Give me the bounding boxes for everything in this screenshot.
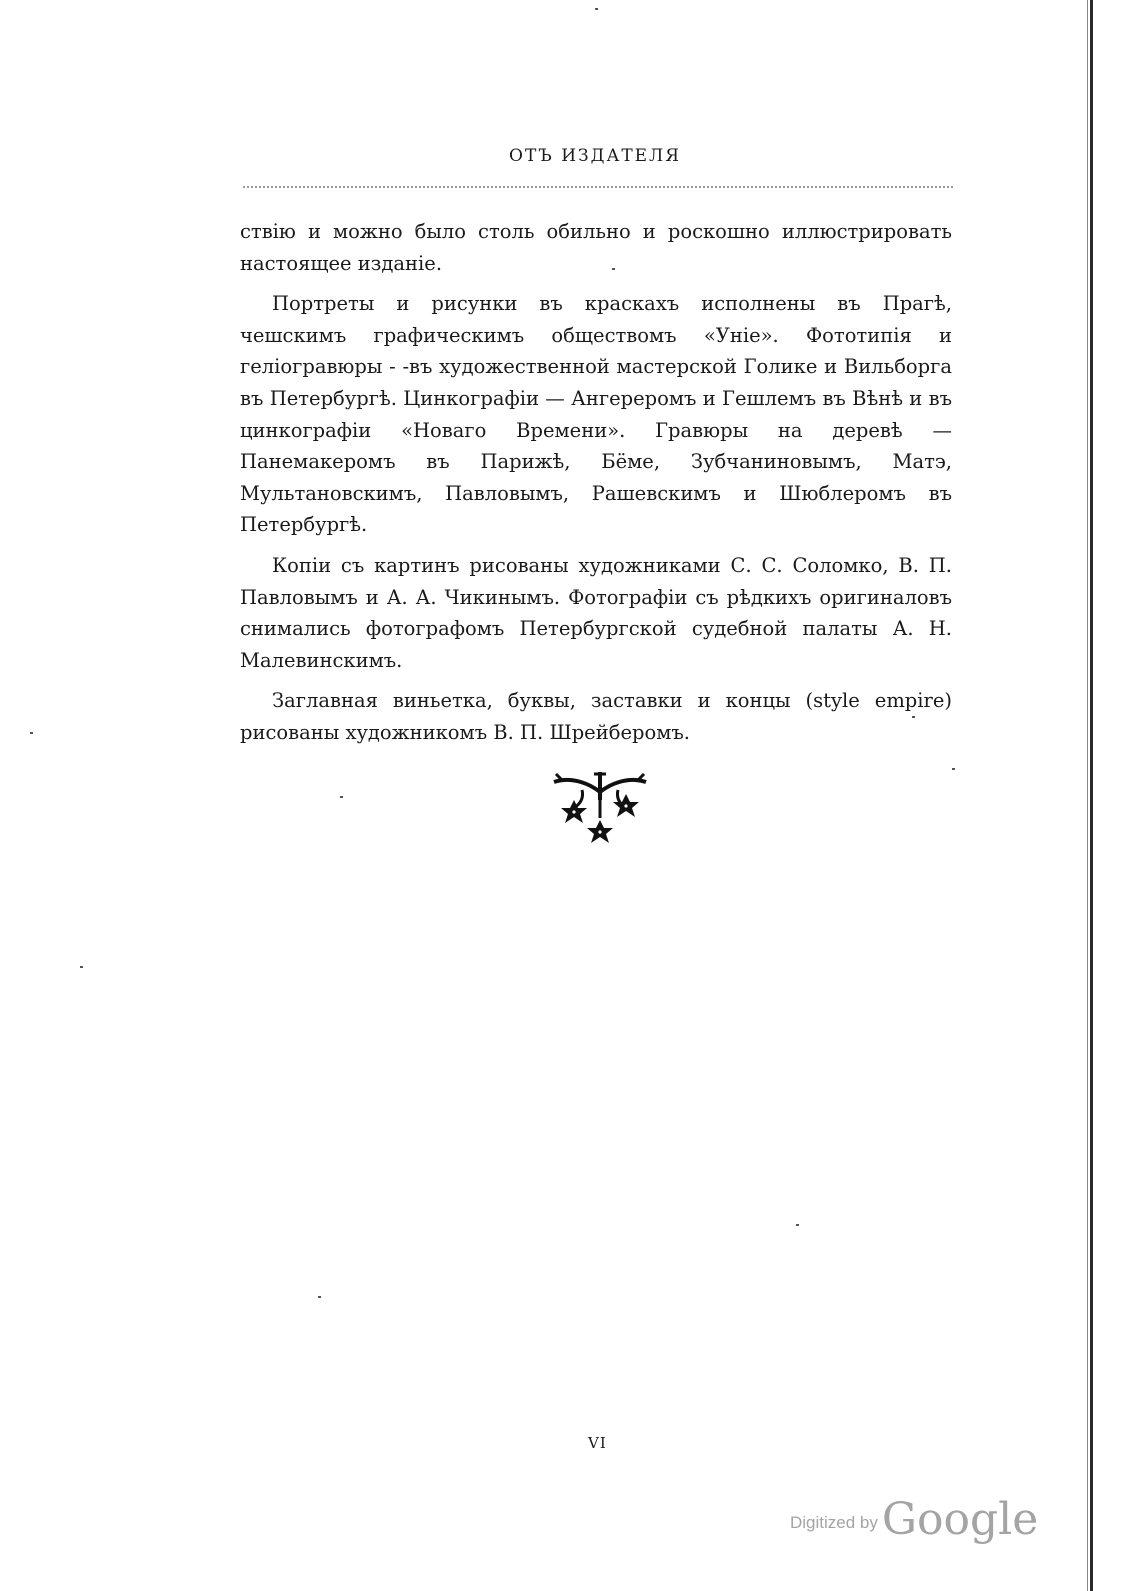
- paragraph-1: ствію и можно было столь обильно и роскошно иллюстрировать настоящее изданіе.: [240, 220, 952, 275]
- scan-speck: [912, 716, 915, 718]
- scan-speck: [952, 768, 955, 770]
- paragraph-2: Портреты и рисунки въ краскахъ исполнены въ Прагѣ, чешскимъ графическимъ обществомъ «Уніе». Фототипія и геліогравюры - -въ художественной мастерской Голике и Вильборга въ Петербургѣ. Цинкографіи — Ангереромъ и Гешлемъ въ Вѣнѣ и въ цинкографіи «Новаго Времени». Гравюры на деревѣ — Панемакеромъ въ Парижѣ, Бёме, Зубчаниновымъ, Матэ, Мультановскимъ, Павловымъ, Рашевскимъ и Шюблеромъ въ Петербургѣ.: [240, 292, 952, 537]
- body-text: [240, 216, 952, 758]
- scan-speck: [340, 796, 343, 798]
- scan-speck: [318, 1296, 321, 1298]
- page-number: VI: [588, 1434, 607, 1452]
- scan-speck: [796, 1224, 799, 1226]
- page-heading: ОТЪ ИЗДАТЕЛЯ: [509, 146, 681, 166]
- google-logo: Google: [881, 1494, 1039, 1545]
- paragraph-3: Копіи съ картинъ рисованы художниками С. С. Соломко, В. П. Павловымъ и А. А. Чикинымъ. Фотографіи съ рѣдкихъ оригиналовъ снимались фотографомъ Петербургской судебной палаты А. Н. Малевинскимъ.: [240, 553, 952, 672]
- scan-speck: [80, 966, 83, 968]
- scan-speck: [612, 268, 615, 270]
- page-edge-line: [1087, 0, 1088, 1591]
- digitized-by-google-watermark: [790, 1494, 1038, 1545]
- paragraph-4: Заглавная виньетка, буквы, заставки и концы (style empire) рисованы художникомъ В. П. Шрейберомъ.: [240, 689, 952, 744]
- watermark-prefix: Digitized by: [790, 1513, 878, 1532]
- scan-speck: [30, 732, 33, 734]
- page-edge-shadow: [1090, 0, 1093, 1591]
- scan-speck: [595, 8, 598, 10]
- floral-vignette-icon: [552, 770, 648, 856]
- dotted-rule: [243, 186, 953, 188]
